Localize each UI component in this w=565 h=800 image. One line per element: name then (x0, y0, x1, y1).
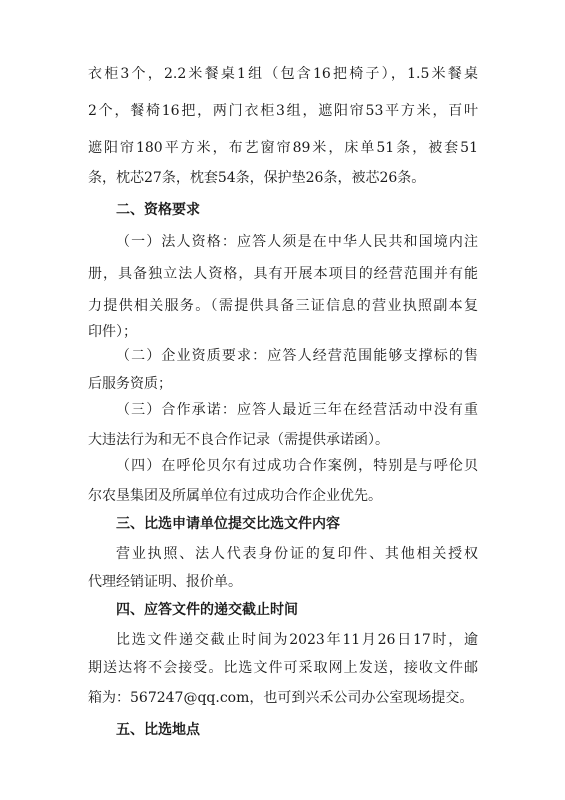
qualification-2-line-2: 后服务资质； (88, 376, 172, 392)
section-heading-location: 五、比选地点 (116, 722, 200, 738)
qualification-2-line-1: （二）企业资质要求：应答人经营范围能够支撑标的售 (116, 348, 478, 364)
deadline-line-2: 期送达将不会接受。比选文件可采取网上发送，接收文件邮 (88, 660, 478, 676)
items-line-1: 衣柜3个，2.2米餐桌1组（包含16把椅子），1.5米餐桌 (88, 66, 478, 82)
qualification-1-line-3: 力提供相关服务。（需提供具备三证信息的营业执照副本复 (88, 298, 478, 314)
deadline-line-3: 箱为：567247@qq.com，也可到兴禾公司办公室现场提交。 (88, 690, 474, 706)
qualification-1-line-2: 册，具备独立法人资格，具有开展本项目的经营范围并有能 (88, 266, 478, 282)
qualification-3-line-2: 大违法行为和无不良合作记录（需提供承诺函）。 (88, 432, 389, 448)
submission-content-line-1: 营业执照、法人代表身份证的复印件、其他相关授权 (116, 546, 478, 562)
items-line-2: 2个，餐椅16把，两门衣柜3组，遮阳帘53平方米，百叶 (88, 103, 478, 119)
section-heading-deadline: 四、应答文件的递交截止时间 (116, 602, 298, 618)
section-heading-qualifications: 二、资格要求 (116, 202, 200, 218)
items-line-4: 条，枕芯27条，枕套54条，保护垫26条，被芯26条。 (88, 170, 426, 186)
qualification-3-line-1: （三）合作承诺：应答人最近三年在经营活动中没有重 (116, 402, 478, 418)
section-heading-submission-content: 三、比选申请单位提交比选文件内容 (116, 516, 340, 532)
submission-content-line-2: 代理经销证明、报价单。 (88, 574, 242, 590)
qualification-1-line-4: 印件）； (88, 324, 137, 340)
qualification-1-line-1: （一）法人资格：应答人须是在中华人民共和国境内注 (116, 234, 478, 250)
qualification-4-line-1: （四）在呼伦贝尔有过成功合作案例，特别是与呼伦贝 (116, 458, 478, 474)
deadline-line-1: 比选文件递交截止时间为2023年11月26日17时，逾 (116, 632, 478, 648)
items-line-3: 遮阳帘180平方米，布艺窗帘89米，床单51条，被套51 (88, 140, 478, 156)
qualification-4-line-2: 尔农垦集团及所属单位有过成功合作企业优先。 (88, 488, 382, 504)
